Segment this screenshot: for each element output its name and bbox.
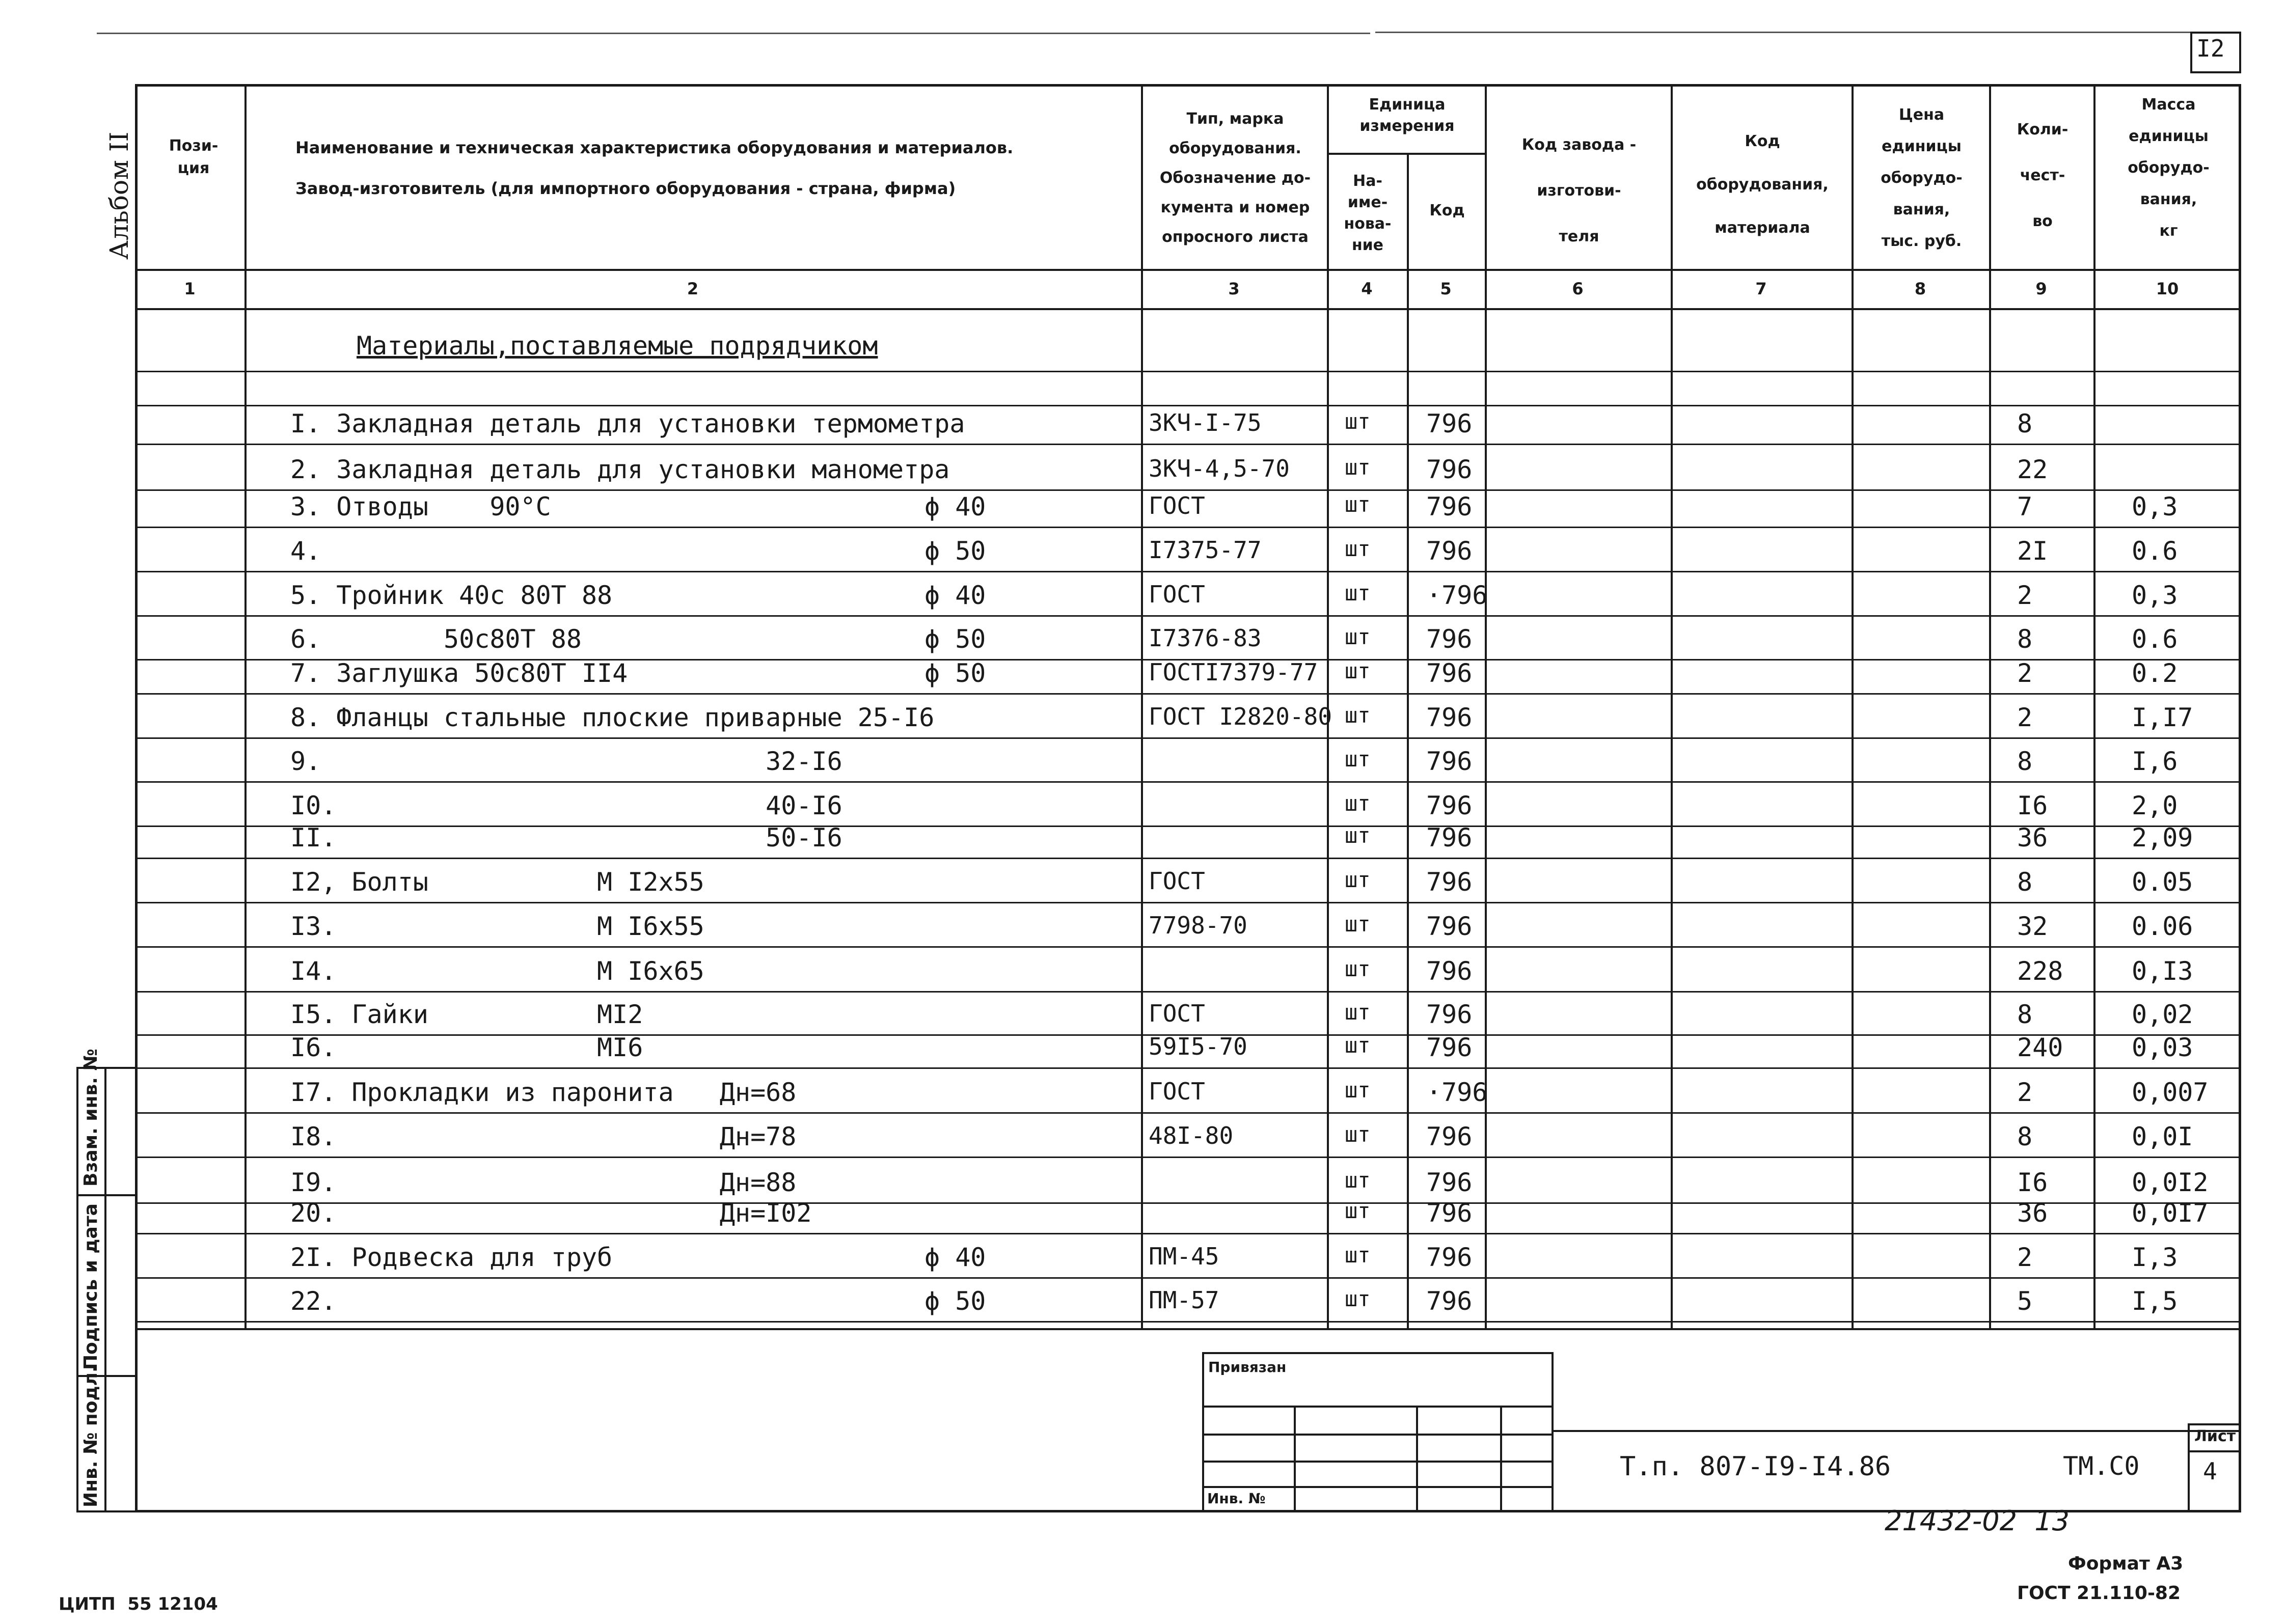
row-unit-code: 796 <box>1426 1286 1473 1316</box>
sheet-box-top <box>2188 1423 2241 1425</box>
row-diameter: ϕ 40 <box>924 1243 986 1272</box>
sheet-box-left <box>2188 1423 2190 1512</box>
row-mass: 0.6 <box>2132 624 2178 654</box>
top-sheet-number: I2 <box>2196 35 2225 62</box>
row-type: 59I5-70 <box>1149 1033 1247 1060</box>
row-unit: шт <box>1345 492 1371 517</box>
row-unit-code: 796 <box>1426 791 1473 820</box>
col-line-1 <box>244 84 247 1329</box>
row-mass: 0,0I <box>2132 1122 2193 1151</box>
row-quantity: 5 <box>2017 1286 2033 1316</box>
row-diameter: ϕ 50 <box>924 624 986 654</box>
row-name: I5. Гайки МI2 <box>290 1000 643 1029</box>
privyazan-label: Привязан <box>1208 1359 1287 1375</box>
section-title: Материалы,поставляемые подрядчиком <box>357 331 878 361</box>
row-separator <box>135 781 2241 783</box>
sheet-number: 4 <box>2203 1457 2217 1485</box>
side-stamp-podpis: Подпись и дата <box>80 1203 101 1370</box>
row-name: 8. Фланцы стальные плоские приварные 25-I6 <box>290 703 935 732</box>
row-quantity: 8 <box>2017 747 2033 776</box>
row-type: I7376-83 <box>1149 624 1262 652</box>
row-name: I2, Болты М I2х55 <box>290 867 704 897</box>
row-unit: шт <box>1345 624 1371 649</box>
colnum-10: 10 <box>2156 279 2179 298</box>
row-type: 48I-80 <box>1149 1122 1234 1149</box>
row-separator <box>135 693 2241 695</box>
row-type: ПМ-57 <box>1149 1286 1219 1314</box>
col-5-header: Код <box>1429 202 1465 219</box>
row-name: II. 50-I6 <box>290 823 842 852</box>
colnum-8: 8 <box>1914 279 1926 298</box>
row-separator <box>135 1321 2241 1323</box>
format-label: Формат А3 <box>2068 1553 2184 1574</box>
col-line-4 <box>1407 153 1409 1329</box>
col-9-header: Коли- чест- во <box>2017 121 2069 230</box>
row-unit-code: ·796 <box>1426 581 1488 610</box>
row-unit-code: 796 <box>1426 492 1473 521</box>
row-separator <box>135 902 2241 903</box>
row-quantity: 228 <box>2017 956 2063 986</box>
sheet-box-mid <box>2188 1450 2241 1452</box>
row-separator <box>135 737 2241 739</box>
row-unit: шт <box>1345 536 1371 561</box>
row-unit: шт <box>1345 455 1371 480</box>
row-mass: 0,I3 <box>2132 956 2193 986</box>
colnum-4: 4 <box>1361 279 1373 298</box>
colnum-9: 9 <box>2035 279 2047 298</box>
row-mass: 0.6 <box>2132 536 2178 566</box>
row-unit: шт <box>1345 703 1371 728</box>
col-6-header: Код завода - изготови- теля <box>1521 136 1637 245</box>
inv-no-label: Инв. № <box>1207 1490 1266 1507</box>
unit-group-line <box>1327 153 1485 155</box>
row-type: ГОСТ <box>1149 1078 1205 1105</box>
row-quantity: 8 <box>2017 867 2033 897</box>
row-unit: шт <box>1345 912 1371 937</box>
row-quantity: 2 <box>2017 581 2033 610</box>
row-name: 3. Отводы 90°С <box>290 492 551 521</box>
row-mass: I,3 <box>2132 1243 2178 1272</box>
table-bottom-line <box>135 1328 2241 1330</box>
colnum-6: 6 <box>1572 279 1584 298</box>
row-mass: 0,0I2 <box>2132 1168 2209 1197</box>
row-quantity: 2 <box>2017 658 2033 688</box>
privyazan-vline-3 <box>1500 1406 1502 1512</box>
row-name: I9. Дн=88 <box>290 1168 797 1197</box>
row-unit: шт <box>1345 1000 1371 1025</box>
row-unit: шт <box>1345 409 1371 434</box>
row-quantity: 7 <box>2017 492 2033 521</box>
row-unit-code: 796 <box>1426 956 1473 986</box>
side-stamp-vzam: Взам. инв. № <box>80 1049 101 1187</box>
row-type: I7375-77 <box>1149 536 1262 564</box>
row-separator <box>135 1277 2241 1279</box>
row-mass: 0,0I7 <box>2132 1198 2209 1228</box>
row-diameter: ϕ 50 <box>924 658 986 688</box>
unit-group-header: Единица измерения <box>1359 96 1455 135</box>
col-3-header: Тип, марка оборудования. Обозначение до- кумента и номер опросного листа <box>1159 110 1311 246</box>
colnum-7: 7 <box>1755 279 1767 298</box>
row-separator <box>135 1233 2241 1234</box>
row-unit: шт <box>1345 1286 1371 1311</box>
row-name: 9. 32-I6 <box>290 747 842 776</box>
row-separator <box>135 858 2241 859</box>
row-unit-code: 796 <box>1426 1198 1473 1228</box>
row-quantity: 2I <box>2017 536 2048 566</box>
col-line-9 <box>2093 84 2096 1329</box>
row-name: 4. <box>290 536 321 566</box>
col-line-2 <box>1141 84 1143 1329</box>
row-unit: шт <box>1345 1122 1371 1147</box>
row-unit: шт <box>1345 823 1371 848</box>
row-unit-code: 796 <box>1426 703 1473 732</box>
title-block-top <box>1554 1430 2241 1432</box>
row-quantity: 8 <box>2017 1122 2033 1151</box>
row-diameter: ϕ 50 <box>924 1286 986 1316</box>
row-unit: шт <box>1345 658 1371 683</box>
row-mass: 2,0 <box>2132 791 2178 820</box>
row-unit-code: ·796 <box>1426 1078 1488 1107</box>
row-separator <box>135 489 2241 491</box>
row-mass: 0.06 <box>2132 912 2193 941</box>
row-quantity: 32 <box>2017 912 2048 941</box>
row-name: I7. Прокладки из паронита Дн=68 <box>290 1078 797 1107</box>
row-unit-code: 796 <box>1426 1000 1473 1029</box>
row-unit-code: 796 <box>1426 823 1473 852</box>
row-quantity: I6 <box>2017 1168 2048 1197</box>
row-mass: I,6 <box>2132 747 2178 776</box>
row-quantity: 2 <box>2017 703 2033 732</box>
row-unit-code: 796 <box>1426 912 1473 941</box>
row-type: ГОСТ <box>1149 867 1205 895</box>
row-quantity: 2 <box>2017 1243 2033 1272</box>
document-mark: ТМ.С0 <box>2063 1451 2140 1481</box>
row-name: I6. МI6 <box>290 1033 643 1062</box>
row-separator <box>135 615 2241 617</box>
row-type: 7798-70 <box>1149 912 1247 939</box>
row-mass: 0,3 <box>2132 492 2178 521</box>
row-unit-code: 796 <box>1426 658 1473 688</box>
row-mass: 0.2 <box>2132 658 2178 688</box>
row-unit: шт <box>1345 956 1371 981</box>
col-8-header: Цена единицы оборудо- вания, тыс. руб. <box>1881 106 1963 250</box>
row-name: I. Закладная деталь для установки термометра <box>290 409 965 438</box>
col-10-header: Масса единицы оборудо- вания, кг <box>2128 96 2210 240</box>
colnum-2: 2 <box>687 279 699 298</box>
row-unit-code: 796 <box>1426 536 1473 566</box>
row-unit: шт <box>1345 1243 1371 1268</box>
row-diameter: ϕ 40 <box>924 492 986 521</box>
colnum-bottom-line <box>135 308 2241 310</box>
album-label: Альбом II <box>104 131 134 260</box>
sheet-label: Лист <box>2194 1427 2236 1445</box>
header-bottom-line <box>135 269 2241 271</box>
row-separator <box>135 527 2241 528</box>
side-stamp-inv: Инв. № подл. <box>80 1365 101 1507</box>
row-separator <box>135 1112 2241 1114</box>
row-name: 22. <box>290 1286 337 1316</box>
side-stamp-sep-1 <box>76 1194 138 1196</box>
row-unit-code: 796 <box>1426 624 1473 654</box>
col-line-8 <box>1989 84 1991 1329</box>
row-name: 2I. Родвеска для труб <box>290 1243 613 1272</box>
side-stamp-divider <box>104 1067 106 1512</box>
row-separator <box>135 1067 2241 1069</box>
col-2-header: Наименование и техническая характеристика оборудования и материалов. Завод-изготовитель (для импортного оборудования - страна, фирма) <box>295 138 1014 198</box>
row-quantity: I6 <box>2017 791 2048 820</box>
row-name: I4. М I6х65 <box>290 956 704 986</box>
row-diameter: ϕ 40 <box>924 581 986 610</box>
col-line-5 <box>1485 84 1487 1329</box>
gost-label: ГОСТ 21.110-82 <box>2017 1583 2181 1604</box>
row-quantity: 240 <box>2017 1033 2063 1062</box>
printer-mark: ЦИТП 55 12104 <box>59 1594 218 1614</box>
row-separator <box>135 444 2241 445</box>
row-name: I3. М I6х55 <box>290 912 704 941</box>
row-unit: шт <box>1345 1168 1371 1193</box>
row-unit: шт <box>1345 581 1371 605</box>
row-name: 6. 50с80Т 88 <box>290 624 582 654</box>
colnum-1: 1 <box>184 279 196 298</box>
row-quantity: 8 <box>2017 1000 2033 1029</box>
row-separator <box>135 946 2241 948</box>
row-name: 2. Закладная деталь для установки манометра <box>290 455 950 484</box>
row-type: ПМ-45 <box>1149 1243 1219 1270</box>
handwritten-number: 21432-02 13 <box>1885 1505 2070 1537</box>
row-name: 5. Тройник 40с 80Т 88 <box>290 581 613 610</box>
row-name: I8. Дн=78 <box>290 1122 797 1151</box>
privyazan-vline-2 <box>1416 1406 1418 1512</box>
row-unit-code: 796 <box>1426 455 1473 484</box>
row-type: ГОСТI7379-77 <box>1149 658 1318 686</box>
col-7-header: Код оборудования, материала <box>1696 132 1829 237</box>
row-type: ЗКЧ-I-75 <box>1149 409 1262 436</box>
row-unit-code: 796 <box>1426 747 1473 776</box>
row-name: I0. 40-I6 <box>290 791 842 820</box>
row-diameter: ϕ 50 <box>924 536 986 566</box>
row-type: ГОСТ <box>1149 1000 1205 1027</box>
row-mass: 2,09 <box>2132 823 2193 852</box>
row-mass: I,I7 <box>2132 703 2193 732</box>
col-line-6 <box>1671 84 1673 1329</box>
row-mass: 0,03 <box>2132 1033 2193 1062</box>
row-separator <box>135 991 2241 993</box>
row-unit: шт <box>1345 1078 1371 1103</box>
col-line-7 <box>1852 84 1854 1329</box>
document-designation: Т.п. 807-I9-I4.86 <box>1620 1451 1891 1482</box>
row-mass: 0.05 <box>2132 867 2193 897</box>
row-quantity: 36 <box>2017 1198 2048 1228</box>
row-unit: шт <box>1345 1198 1371 1223</box>
row-unit: шт <box>1345 867 1371 892</box>
row-quantity: 8 <box>2017 624 2033 654</box>
row-type: ЗКЧ-4,5-70 <box>1149 455 1290 482</box>
row-unit: шт <box>1345 791 1371 816</box>
top-edge-line <box>97 33 1370 34</box>
row-type: ГОСТ <box>1149 581 1205 608</box>
row-quantity: 22 <box>2017 455 2048 484</box>
row-separator <box>135 371 2241 372</box>
row-type: ГОСТ I2820-80 <box>1149 703 1332 730</box>
colnum-3: 3 <box>1228 279 1240 298</box>
row-unit-code: 796 <box>1426 1168 1473 1197</box>
row-name: 20. Дн=I02 <box>290 1198 812 1228</box>
row-quantity: 8 <box>2017 409 2033 438</box>
col-1-header: Пози- ция <box>169 137 219 177</box>
row-mass: 0,02 <box>2132 1000 2193 1029</box>
row-separator <box>135 1157 2241 1158</box>
col-4-header: На- име- нова- ние <box>1344 172 1392 254</box>
row-name: 7. Заглушка 50с80Т II4 <box>290 658 628 688</box>
top-edge-line-2 <box>1375 32 2190 33</box>
row-type: ГОСТ <box>1149 492 1205 519</box>
row-quantity: 2 <box>2017 1078 2033 1107</box>
row-unit-code: 796 <box>1426 1122 1473 1151</box>
row-unit: шт <box>1345 747 1371 772</box>
row-unit-code: 796 <box>1426 409 1473 438</box>
row-separator <box>135 571 2241 572</box>
privyazan-vline-1 <box>1294 1406 1296 1512</box>
row-unit-code: 796 <box>1426 867 1473 897</box>
row-unit: шт <box>1345 1033 1371 1058</box>
row-mass: 0,007 <box>2132 1078 2209 1107</box>
row-quantity: 36 <box>2017 823 2048 852</box>
row-mass: I,5 <box>2132 1286 2178 1316</box>
row-separator <box>135 405 2241 406</box>
row-unit-code: 796 <box>1426 1033 1473 1062</box>
row-mass: 0,3 <box>2132 581 2178 610</box>
colnum-5: 5 <box>1440 279 1452 298</box>
row-unit-code: 796 <box>1426 1243 1473 1272</box>
